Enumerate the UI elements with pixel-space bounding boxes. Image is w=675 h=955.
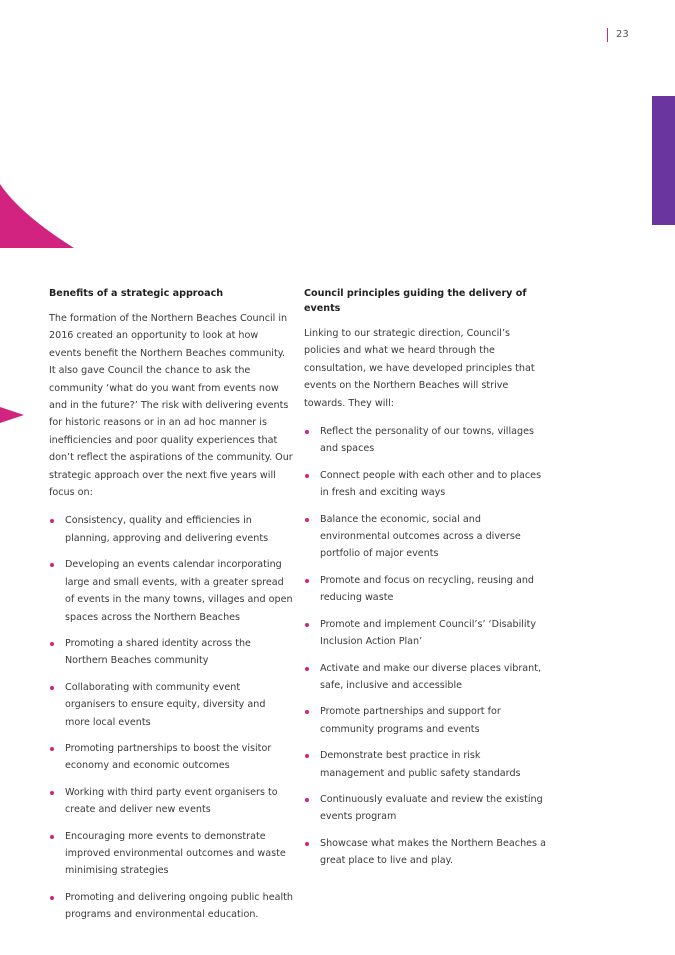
list-item: Encouraging more events to demonstrate improved environmental outcomes and waste minimising strategies <box>49 828 293 880</box>
bullet-icon <box>305 667 309 671</box>
bullet-icon <box>50 642 54 646</box>
list-item: Promote and implement Council’s’ ‘Disability Inclusion Action Plan’ <box>304 616 546 651</box>
bullet-icon <box>305 579 309 583</box>
bullet-icon <box>305 623 309 627</box>
bullet-icon <box>50 835 54 839</box>
left-column <box>49 286 293 933</box>
bullet-icon <box>50 747 54 751</box>
list-item: Demonstrate best practice in risk management and public safety standards <box>304 747 546 782</box>
list-item: Promoting partnerships to boost the visitor economy and economic outcomes <box>49 740 293 775</box>
bullet-icon <box>305 518 309 522</box>
pink-arrow-graphic <box>0 405 24 425</box>
right-heading: Council principles guiding the delivery of events <box>304 288 527 314</box>
bullet-icon <box>50 896 54 900</box>
bullet-icon <box>305 842 309 846</box>
list-item: Promoting and delivering ongoing public health programs and environmental education. <box>49 889 293 924</box>
left-intro: The formation of the Northern Beaches Council in 2016 created an opportunity to look at how events benefit the Northern Beaches community. It also gave Council the chance to ask the community ‘what do you want from events now and in the future?’ The risk with delivering events for historic reasons or in an ad hoc manner is inefficiencies and poor quality experiences that don’t reflect the aspirations of the community. Our strategic approach over the next five years will focus on: <box>49 313 293 499</box>
bullet-icon <box>305 798 309 802</box>
list-item: Promote partnerships and support for community programs and events <box>304 703 546 738</box>
page-number: 23 <box>616 29 629 40</box>
list-item: Continuously evaluate and review the existing events program <box>304 791 546 826</box>
list-item: Connect people with each other and to places in fresh and exciting ways <box>304 467 546 502</box>
list-item: Working with third party event organisers to create and deliver new events <box>49 784 293 819</box>
left-heading: Benefits of a strategic approach <box>49 288 224 299</box>
right-list <box>304 423 546 870</box>
bullet-icon <box>50 519 54 523</box>
bullet-icon <box>305 754 309 758</box>
bullet-icon <box>305 710 309 714</box>
list-item: Consistency, quality and efficiencies in planning, approving and delivering events <box>49 512 293 547</box>
list-item: Collaborating with community event organisers to ensure equity, diversity and more local events <box>49 679 293 731</box>
bullet-icon <box>50 686 54 690</box>
purple-side-tab <box>652 96 675 225</box>
bullet-icon <box>50 791 54 795</box>
bullet-icon <box>50 563 54 567</box>
right-column <box>304 286 546 879</box>
list-item: Developing an events calendar incorporating large and small events, with a greater spread of events in the many towns, villages and open spaces across the Northern Beaches <box>49 556 293 626</box>
page-number-divider <box>607 28 608 42</box>
list-item: Promote and focus on recycling, reusing and reducing waste <box>304 572 546 607</box>
list-item: Activate and make our diverse places vibrant, safe, inclusive and accessible <box>304 660 546 695</box>
list-item: Promoting a shared identity across the Northern Beaches community <box>49 635 293 670</box>
left-list <box>49 512 293 923</box>
list-item: Showcase what makes the Northern Beaches a great place to live and play. <box>304 835 546 870</box>
list-item: Reflect the personality of our towns, villages and spaces <box>304 423 546 458</box>
list-item: Balance the economic, social and environmental outcomes across a diverse portfolio of major events <box>304 511 546 563</box>
bullet-icon <box>305 430 309 434</box>
right-intro: Linking to our strategic direction, Council’s policies and what we heard through the consultation, we have developed principles that events on the Northern Beaches will strive towards. They will: <box>304 328 535 409</box>
bullet-icon <box>305 474 309 478</box>
pink-wedge-graphic <box>0 184 74 250</box>
